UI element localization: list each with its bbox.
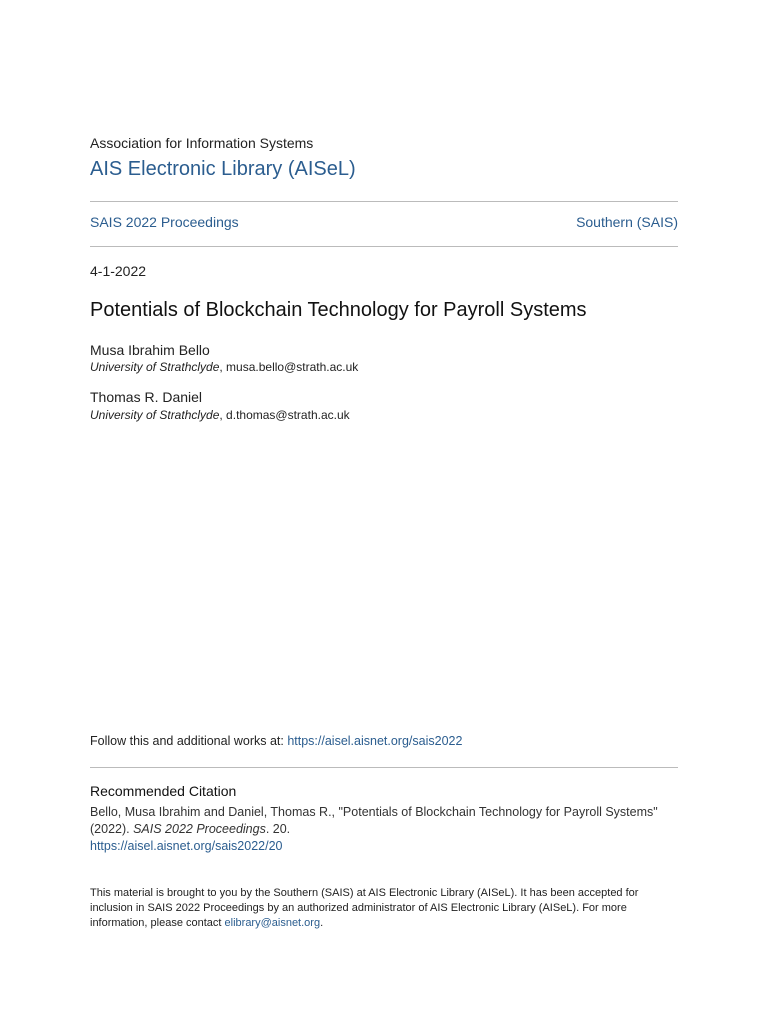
follow-line [90, 734, 462, 748]
divider-citation [90, 767, 678, 768]
author-email: , musa.bello@strath.ac.uk [219, 360, 359, 374]
paper-title: Potentials of Blockchain Technology for Payroll Systems [90, 299, 587, 321]
citation-block [90, 804, 678, 855]
notice-text: This material is brought to you by the Southern (SAIS) at AIS Electronic Library (AISeL). It has been accepted for inclusion in SAIS 2022 Proceedings by an authorized administrator of AIS Electronic Library (AISeL). For more information, please contact [90, 887, 639, 929]
publication-date: 4-1-2022 [90, 263, 147, 279]
contact-email-link[interactable]: elibrary@aisnet.org [224, 917, 321, 929]
divider-top [90, 201, 678, 202]
region-link[interactable]: Southern (SAIS) [576, 214, 678, 230]
author-name: Thomas R. Daniel [90, 389, 203, 405]
citation-url-link[interactable]: https://aisel.aisnet.org/sais2022/20 [90, 839, 283, 853]
author-email: , d.thomas@strath.ac.uk [219, 408, 350, 422]
author-affiliation [90, 360, 358, 374]
divider-nav [90, 246, 678, 247]
citation-number: . 20. [265, 822, 291, 836]
citation-heading: Recommended Citation [90, 783, 237, 799]
citation-text: Bello, Musa Ibrahim and Daniel, Thomas R., "Potentials of Blockchain Technology for Payroll Systems" (2022). [90, 805, 658, 836]
library-link[interactable]: AIS Electronic Library (AISeL) [90, 158, 356, 180]
author-institution: University of Strathclyde [90, 360, 220, 374]
follow-link[interactable]: https://aisel.aisnet.org/sais2022 [287, 734, 463, 748]
cover-page [90, 0, 678, 1024]
citation-journal: SAIS 2022 Proceedings [133, 822, 266, 836]
series-link[interactable]: SAIS 2022 Proceedings [90, 214, 239, 230]
author-institution: University of Strathclyde [90, 408, 220, 422]
author-affiliation [90, 408, 350, 422]
follow-text: Follow this and additional works at: [90, 734, 288, 748]
notice-end: . [320, 917, 324, 929]
notice-block [90, 886, 660, 931]
organization-name: Association for Information Systems [90, 135, 314, 151]
author-name: Musa Ibrahim Bello [90, 342, 210, 358]
